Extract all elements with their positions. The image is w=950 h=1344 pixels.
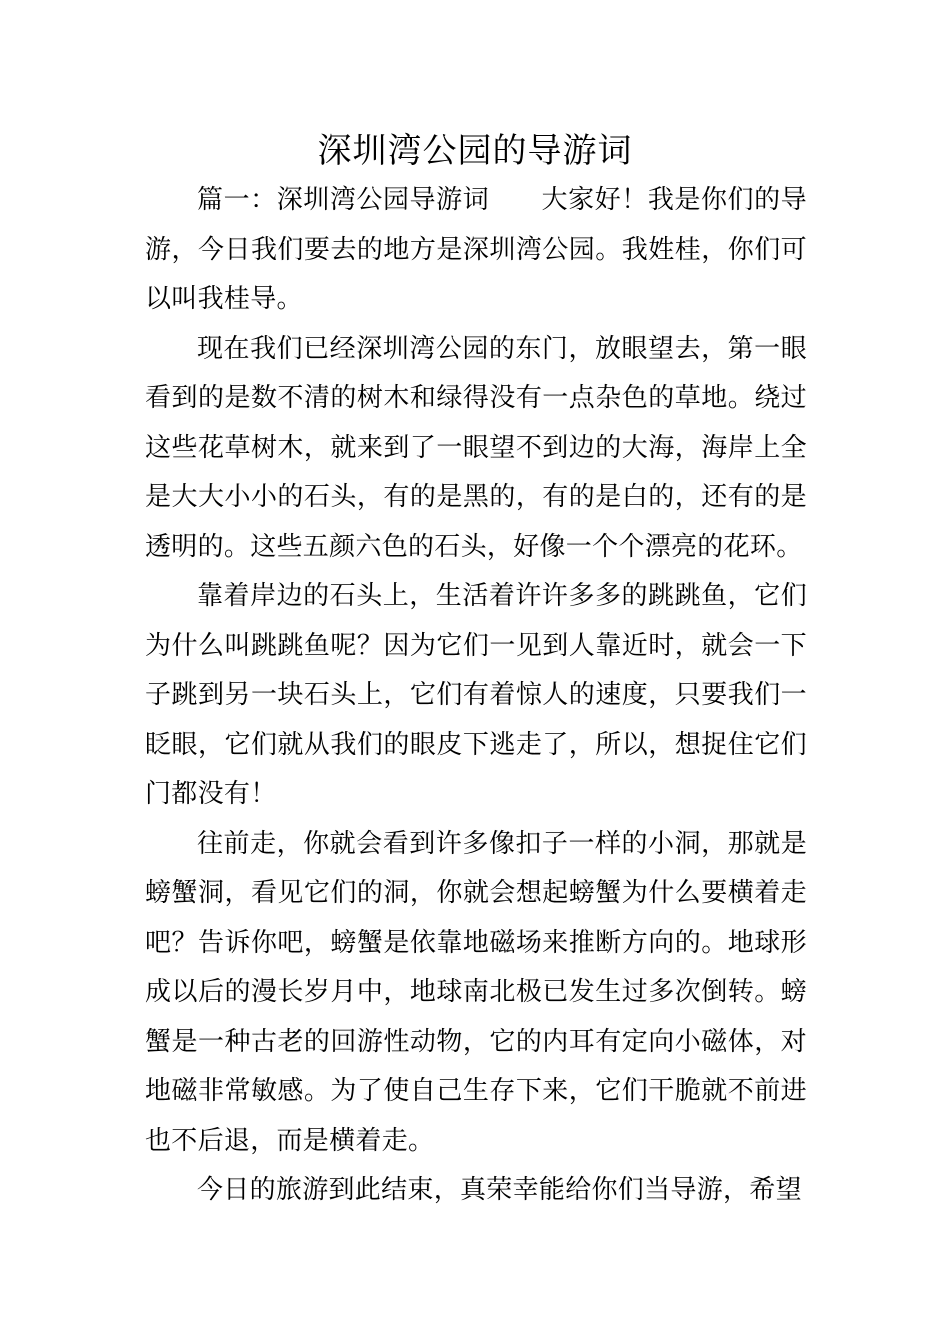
paragraph: 往前走，你就会看到许多像扣子一样的小洞，那就是螃蟹洞，看见它们的洞，你就会想起螃蟹为什么要横着走吧？告诉你吧，螃蟹是依靠地磁场来推断方向的。地球形成以后的漫长岁月中，地球南北极已发生过多次倒转。螃蟹是一种古老的回游性动物，它的内耳有定向小磁体，对地磁非常敏感。为了使自己生存下来，它们干脆就不前进也不后退，而是横着走。 xyxy=(145,828,807,1156)
section-heading: 篇一：深圳湾公园导游词 xyxy=(197,185,490,215)
paragraph: 现在我们已经深圳湾公园的东门，放眼望去，第一眼看到的是数不清的树木和绿得没有一点杂色的草地。绕过这些花草树木，就来到了一眼望不到边的大海，海岸上全是大大小小的石头，有的是黑的，有的是白的，还有的是透明的。这些五颜六色的石头，好像一个个漂亮的花环。 xyxy=(145,333,807,562)
paragraph: 今日的旅游到此结束，真荣幸能给你们当导游，希望 xyxy=(197,1175,802,1205)
paragraph-intro xyxy=(145,176,807,325)
document-title: 深圳湾公园的导游词 xyxy=(317,131,633,171)
paragraph-text: 大家好！我是你们的导游，今日我们要去的地方是深圳湾公园。我姓桂，你们可以叫我桂导。 xyxy=(145,185,807,314)
paragraph: 靠着岸边的石头上，生活着许许多多的跳跳鱼，它们为什么叫跳跳鱼呢？因为它们一见到人靠近时，就会一下子跳到另一块石头上，它们有着惊人的速度，只要我们一眨眼，它们就从我们的眼皮下逃走了，所以，想捉住它们门都没有！ xyxy=(145,581,807,809)
document-body xyxy=(145,176,807,1216)
